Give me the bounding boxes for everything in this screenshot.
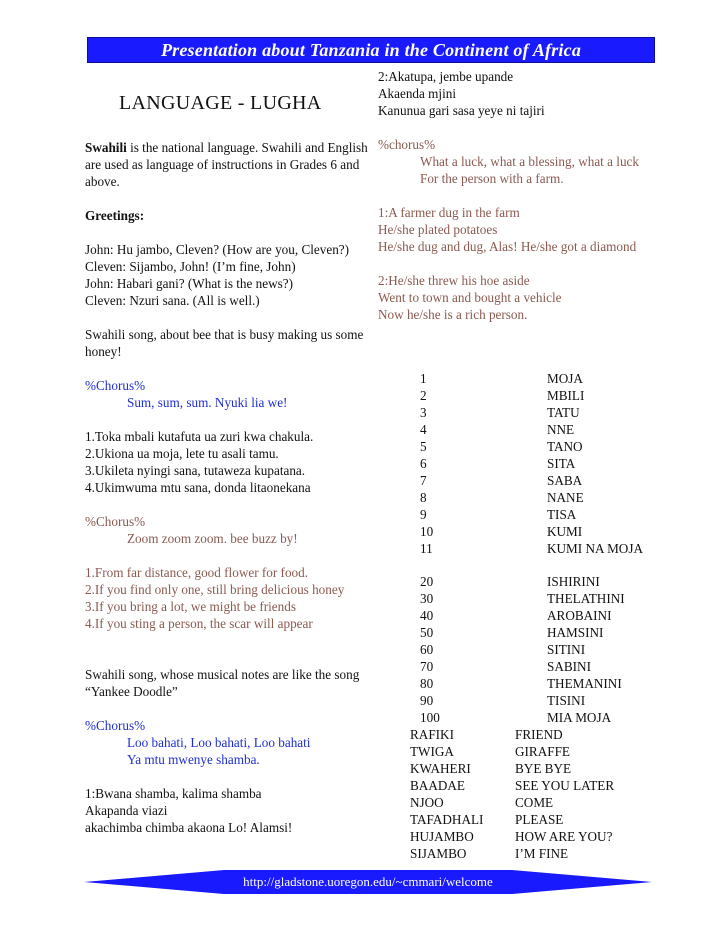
number-digit: 20 — [420, 574, 434, 589]
number-digit: 80 — [420, 676, 434, 691]
chorus-line: What a luck, what a blessing, what a luck — [420, 154, 639, 169]
number-digit: 9 — [420, 507, 427, 522]
swahili-word: HUJAMBO — [410, 829, 474, 844]
chorus-line: For the person with a farm. — [420, 171, 564, 186]
number-digit: 4 — [420, 422, 427, 437]
song2-verse: Kanunua gari sasa yeye ni tajiri — [378, 103, 545, 118]
number-digit: 100 — [420, 710, 440, 725]
number-word: MOJA — [547, 371, 583, 386]
song2-verse: Akapanda viazi — [85, 803, 168, 818]
footer-url[interactable]: http://gladstone.uoregon.edu/~cmmari/welcome — [243, 874, 493, 889]
english-word: BYE BYE — [515, 761, 572, 776]
banner-title: Presentation about Tanzania in the Continent of Africa — [160, 40, 582, 60]
song1-verse: 2.Ukiona ua moja, lete tu asali tamu. — [85, 446, 279, 461]
number-digit: 30 — [420, 591, 434, 606]
song1-intro: Swahili song, about bee that is busy making us some honey! — [85, 327, 364, 359]
swahili-word: BAADAE — [410, 778, 465, 793]
translation-verse: Now he/she is a rich person. — [378, 307, 528, 322]
translation-verse: Went to town and bought a vehicle — [378, 290, 562, 305]
number-word: SABINI — [547, 659, 591, 674]
english-word: COME — [515, 795, 554, 810]
number-word: NANE — [547, 490, 584, 505]
intro-text: is the national language. Swahili and English are used as language of instructions in Grades 6 and above. — [85, 140, 368, 189]
chorus-label: %Chorus% — [85, 378, 146, 393]
translation-verse: 1:A farmer dug in the farm — [378, 205, 520, 220]
chorus-line: Zoom zoom zoom. bee buzz by! — [127, 531, 298, 546]
number-digit: 50 — [420, 625, 434, 640]
number-digit: 6 — [420, 456, 427, 471]
number-word: THEMANINI — [547, 676, 622, 691]
dialogue-line: John: Hu jambo, Cleven? (How are you, Cleven?) — [85, 242, 350, 257]
footer-banner — [84, 870, 652, 894]
number-digit: 11 — [420, 541, 433, 556]
chorus-label: %chorus% — [378, 137, 436, 152]
number-digit: 70 — [420, 659, 434, 674]
section-heading: LANGUAGE - LUGHA — [119, 92, 322, 114]
right-column — [378, 68, 678, 323]
number-word: SITINI — [547, 642, 586, 657]
number-digit: 5 — [420, 439, 427, 454]
english-word: GIRAFFE — [515, 744, 570, 759]
number-digit: 2 — [420, 388, 427, 403]
number-word: TATU — [547, 405, 580, 420]
swahili-word: TWIGA — [410, 744, 454, 759]
english-word: FRIEND — [515, 727, 563, 742]
number-word: SABA — [547, 473, 583, 488]
dialogue-line: Cleven: Sijambo, John! (I’m fine, John) — [85, 259, 296, 274]
translation-verse: 2:He/she threw his hoe aside — [378, 273, 530, 288]
intro-bold: Swahili — [85, 140, 127, 155]
translation-verse: 1.From far distance, good flower for food. — [85, 565, 309, 580]
number-word: SITA — [547, 456, 576, 471]
number-word: NNE — [547, 422, 575, 437]
swahili-word: RAFIKI — [410, 727, 454, 742]
chorus-line: Loo bahati, Loo bahati, Loo bahati — [127, 735, 311, 750]
number-word: HAMSINI — [547, 625, 604, 640]
translation-verse: He/she plated potatoes — [378, 222, 498, 237]
translation-verse: He/she dug and dug, Alas! He/she got a diamond — [378, 239, 637, 254]
chorus-label: %Chorus% — [85, 514, 146, 529]
english-word: HOW ARE YOU? — [515, 829, 613, 844]
swahili-word: TAFADHALI — [410, 812, 484, 827]
number-word: TISINI — [547, 693, 586, 708]
dialogue-line: Cleven: Nzuri sana. (All is well.) — [85, 293, 260, 308]
song1-verse: 4.Ukimwuma mtu sana, donda litaonekana — [85, 480, 311, 495]
song1-verse: 3.Ukileta nyingi sana, tutaweza kupatana. — [85, 463, 306, 478]
greetings-title: Greetings: — [85, 208, 145, 223]
number-word: THELATHINI — [547, 591, 625, 606]
number-word: ISHIRINI — [547, 574, 600, 589]
number-digit: 60 — [420, 642, 434, 657]
song1-verse: 1.Toka mbali kutafuta ua zuri kwa chakula. — [85, 429, 314, 444]
swahili-word: KWAHERI — [410, 761, 471, 776]
english-word: PLEASE — [515, 812, 564, 827]
number-word: KUMI — [547, 524, 583, 539]
number-word: MBILI — [547, 388, 585, 403]
page-banner — [87, 37, 655, 63]
translation-verse: 3.If you bring a lot, we might be friends — [85, 599, 296, 614]
song2-verse: 2:Akatupa, jembe upande — [378, 69, 514, 84]
number-digit: 40 — [420, 608, 434, 623]
number-digit: 8 — [420, 490, 427, 505]
english-word: I’M FINE — [515, 846, 569, 861]
song2-verse: Akaenda mjini — [378, 86, 457, 101]
translation-verse: 4.If you sting a person, the scar will appear — [85, 616, 313, 631]
translation-verse: 2.If you find only one, still bring delicious honey — [85, 582, 345, 597]
english-word: SEE YOU LATER — [515, 778, 615, 793]
number-digit: 1 — [420, 371, 427, 386]
number-word: MIA MOJA — [547, 710, 612, 725]
number-digit: 10 — [420, 524, 434, 539]
number-word: KUMI NA MOJA — [547, 541, 643, 556]
number-word: TANO — [547, 439, 583, 454]
number-digit: 3 — [420, 405, 427, 420]
song2-verse: akachimba chimba akaona Lo! Alamsi! — [85, 820, 293, 835]
number-digit: 90 — [420, 693, 434, 708]
swahili-word: SIJAMBO — [410, 846, 467, 861]
chorus-line: Sum, sum, sum. Nyuki lia we! — [127, 395, 288, 410]
left-column — [85, 85, 370, 836]
number-word: AROBAINI — [547, 608, 612, 623]
song2-verse: 1:Bwana shamba, kalima shamba — [85, 786, 262, 801]
number-word: TISA — [547, 507, 577, 522]
dialogue-line: John: Habari gani? (What is the news?) — [85, 276, 293, 291]
swahili-word: NJOO — [410, 795, 444, 810]
number-digit: 7 — [420, 473, 427, 488]
chorus-label: %Chorus% — [85, 718, 146, 733]
intro-paragraph — [85, 139, 370, 190]
song2-intro: Swahili song, whose musical notes are like the song “Yankee Doodle” — [85, 667, 360, 699]
chorus-line: Ya mtu mwenye shamba. — [127, 752, 260, 767]
